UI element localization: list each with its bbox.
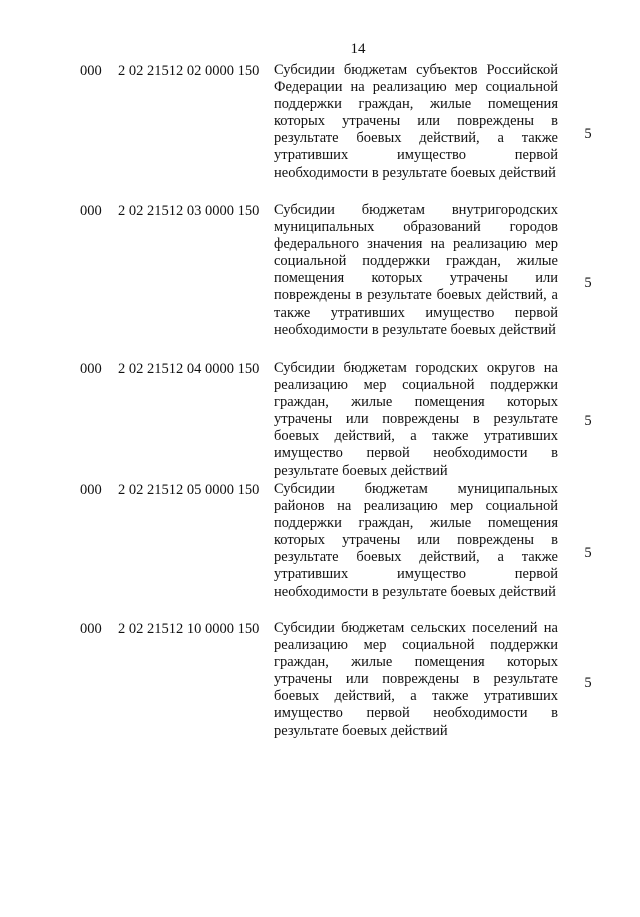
revenue-name: Субсидии бюджетам внутригородских муниципальных образований городов федерального значения на реализацию мер социальной поддержки граждан, жилые помещения которых утрачены или повреждены в результате боевых действий, а также утративших имущество первой необходимости в результате боевых действий [274, 202, 558, 338]
budget-classification-code: 2 02 21512 04 0000 150 [118, 361, 260, 377]
budget-code-table [0, 62, 640, 744]
admin-code: 000 [80, 361, 102, 377]
amount-value: 5 [584, 126, 592, 142]
table-row [0, 202, 640, 360]
revenue-name: Субсидии бюджетам сельских поселений на реализацию мер социальной поддержки граждан, жилые помещения которых утрачены или повреждены в результате боевых действий, а также утративших имущество первой необходимости в результате боевых действий [274, 620, 558, 739]
admin-code: 000 [80, 203, 102, 219]
table-row [0, 620, 640, 744]
amount-value: 5 [584, 545, 592, 561]
table-row [0, 481, 640, 620]
revenue-name: Субсидии бюджетам городских округов на реализацию мер социальной поддержки граждан, жилые помещения которых утрачены или повреждены в результате боевых действий, а также утративших имущество первой необходимости в результате боевых действий [274, 360, 558, 479]
amount-value: 5 [584, 413, 592, 429]
revenue-name: Субсидии бюджетам субъектов Российской Федерации на реализацию мер социальной поддержки граждан, жилые помещения которых утрачены или повреждены в результате боевых действий, а также утративших имущество первой необходимости в результате боевых действий [274, 62, 558, 181]
table-row [0, 360, 640, 481]
budget-classification-code: 2 02 21512 03 0000 150 [118, 203, 260, 219]
budget-classification-code: 2 02 21512 02 0000 150 [118, 63, 260, 79]
table-row [0, 62, 640, 202]
revenue-name: Субсидии бюджетам муниципальных районов на реализацию мер социальной поддержки граждан, жилые помещения которых утрачены или повреждены в результате боевых действий, а также утративших имущество первой необходимости в результате боевых действий [274, 481, 558, 600]
amount-value: 5 [584, 275, 592, 291]
page-number: 14 [350, 41, 366, 57]
budget-classification-code: 2 02 21512 05 0000 150 [118, 482, 260, 498]
admin-code: 000 [80, 63, 102, 79]
budget-classification-code: 2 02 21512 10 0000 150 [118, 621, 260, 637]
admin-code: 000 [80, 621, 102, 637]
admin-code: 000 [80, 482, 102, 498]
amount-value: 5 [584, 675, 592, 691]
